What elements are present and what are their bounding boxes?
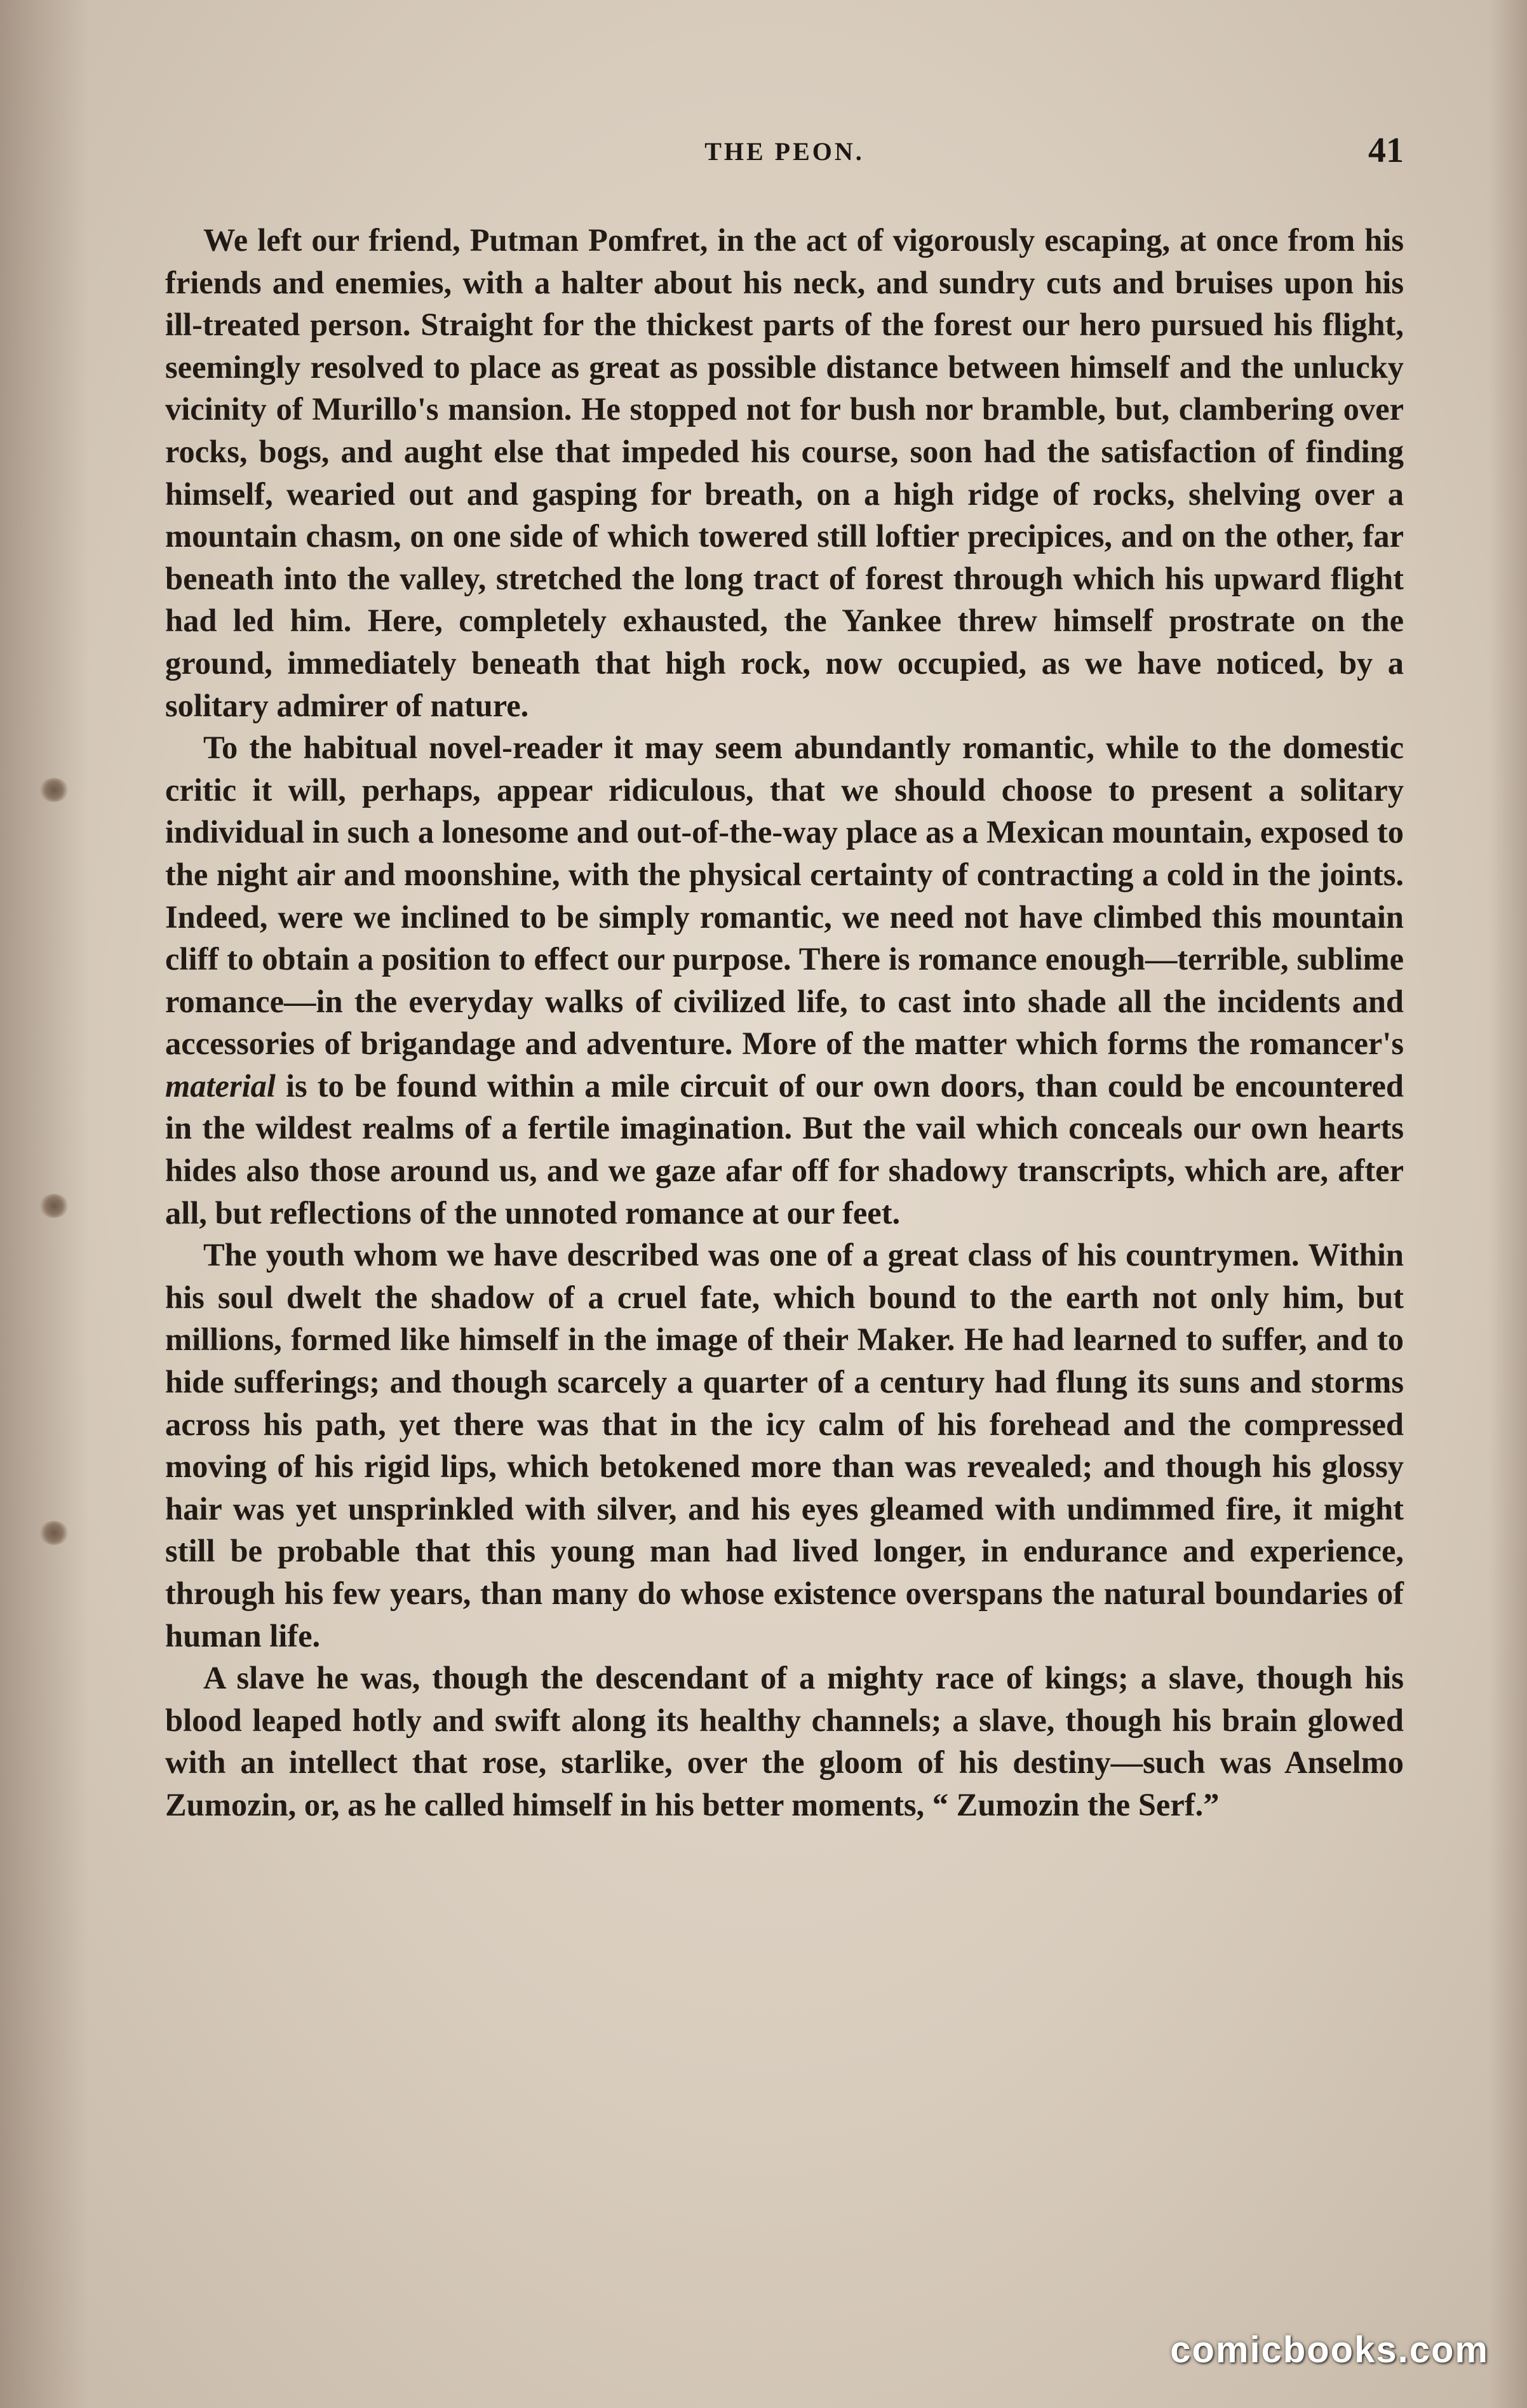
paragraph-1: We left our friend, Putman Pomfret, in the act of vigorously escaping, at once from his friends and enemies, with a halter about his neck, and sundry cuts and bruises upon his ill-treated person. Straight for the thickest parts of the forest our hero pursued his flight, seemingly resolved to place as great as possible distance between himself and the unlucky vicinity of Murillo's mansion. He stopped not for bush nor bramble, but, clambering over rocks, bogs, and aught else that impeded his course, soon had the satisfaction of finding himself, wearied out and gasping for breath, on a high ridge of rocks, shelving over a mountain chasm, on one side of which towered still loftier precipices, and on the other, far beneath into the valley, stretched the long tract of forest through which his upward flight had led him. Here, completely exhausted, the Yankee threw himself prostrate on the ground, immediately beneath that high rock, now occupied, as we have noticed, by a solitary admirer of nature. bbox=[165, 222, 1404, 723]
body-text bbox=[165, 219, 1404, 1826]
paragraph-2 bbox=[165, 726, 1404, 1234]
binding-hole bbox=[39, 1194, 69, 1218]
page-right-edge-shadow bbox=[1489, 0, 1527, 2408]
watermark: comicbooks.com bbox=[1170, 2329, 1489, 2371]
page-number: 41 bbox=[1368, 131, 1404, 170]
binding-hole bbox=[39, 778, 69, 802]
running-head: THE PEON. bbox=[704, 137, 864, 166]
binding-hole bbox=[39, 1521, 69, 1545]
page-header bbox=[165, 130, 1404, 181]
paragraph-4: A slave he was, though the descendant of a mighty race of kings; a slave, though his blood leaped hotly and swift along its healthy channels; a slave, though his brain glowed with an intellect that rose, starlike, over the gloom of his destiny—such was Anselmo Zumozin, or, as he called himself in his better moments, “ Zumozin the Serf.” bbox=[165, 1660, 1404, 1823]
paragraph-2-before: To the habitual novel-reader it may seem abundantly romantic, while to the domestic critic it will, perhaps, appear ridiculous, that we should choose to present a solitary individual in such a lonesome and out-of-the-way place as a Mexican mountain, exposed to the night air and moonshine, with the physical certainty of contracting a cold in the joints. Indeed, were we inclined to be simply romantic, we need not have climbed this mountain cliff to obtain a position to effect our purpose. There is romance enough—terrible, sublime romance—in the everyday walks of civilized life, to cast into shade all the incidents and accessories of brigandage and adventure. More of the matter which forms the romancer's bbox=[165, 730, 1404, 1062]
paragraph-2-after: is to be found within a mile circuit of our own doors, than could be encountered in the wildest realms of a fertile imagination. But the vail which conceals our own hearts hides also those around us, and we gaze afar off for shadowy transcripts, which are, after all, but reflections of the unnoted romance at our feet. bbox=[165, 1067, 1404, 1231]
paragraph-2-emphasis: material bbox=[165, 1067, 276, 1104]
paragraph-3: The youth whom we have described was one of a great class of his countrymen. Within his soul dwelt the shadow of a cruel fate, which bound to the earth not only him, but millions, formed like himself in the image of their Maker. He had learned to suffer, and to hide sufferings; and though scarcely a quarter of a century had flung its suns and storms across his path, yet there was that in the icy calm of his forehead and the compressed moving of his rigid lips, which betokened more than was revealed; and though his glossy hair was yet unsprinkled with silver, and his eyes gleamed with undimmed fire, it might still be probable that this young man had lived longer, in endurance and experience, through his few years, than many do whose existence overspans the natural boundaries of human life. bbox=[165, 1237, 1404, 1654]
